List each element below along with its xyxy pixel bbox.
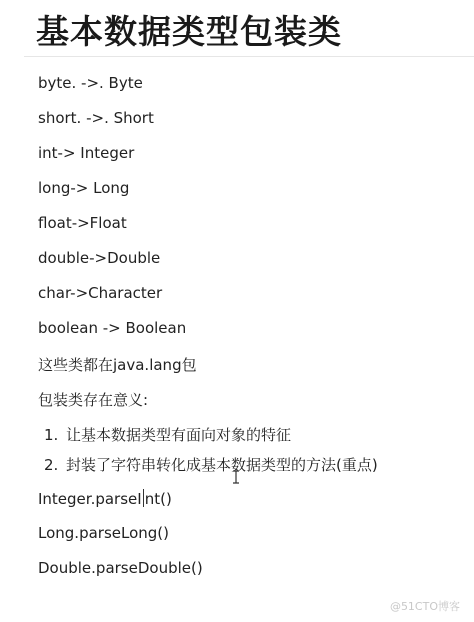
mapping-double: double->Double [38,249,161,267]
list-text: 封装了字符串转化成基本数据类型的方法(重点) [66,456,378,474]
page-title: 基本数据类型包装类 [36,12,342,51]
list-number: 1. [44,426,59,444]
text-caret-icon [143,489,144,507]
mapping-long: long-> Long [38,179,130,197]
meaning-heading: 包装类存在意义: [38,391,149,409]
method-parse-int-part2: nt() [144,490,172,508]
mapping-int: int-> Integer [38,144,135,162]
mapping-char: char->Character [38,284,163,302]
method-parse-double: Double.parseDouble() [38,559,203,577]
mapping-boolean: boolean -> Boolean [38,319,187,337]
list-item [44,454,378,475]
title-divider [24,56,474,57]
list-item [44,424,291,445]
method-parse-long: Long.parseLong() [38,524,169,542]
list-text: 让基本数据类型有面向对象的特征 [66,426,292,444]
ibeam-cursor-icon [233,470,239,484]
list-number: 2. [44,456,59,474]
method-parse-int-part1: Integer.parseI [38,490,142,508]
mapping-short: short. ->. Short [38,109,154,127]
mapping-byte: byte. ->. Byte [38,74,143,92]
mapping-float: float->Float [38,214,127,232]
method-parse-int [38,489,172,508]
watermark: @51CTO博客 [389,600,460,613]
package-note: 这些类都在java.lang包 [38,356,197,374]
